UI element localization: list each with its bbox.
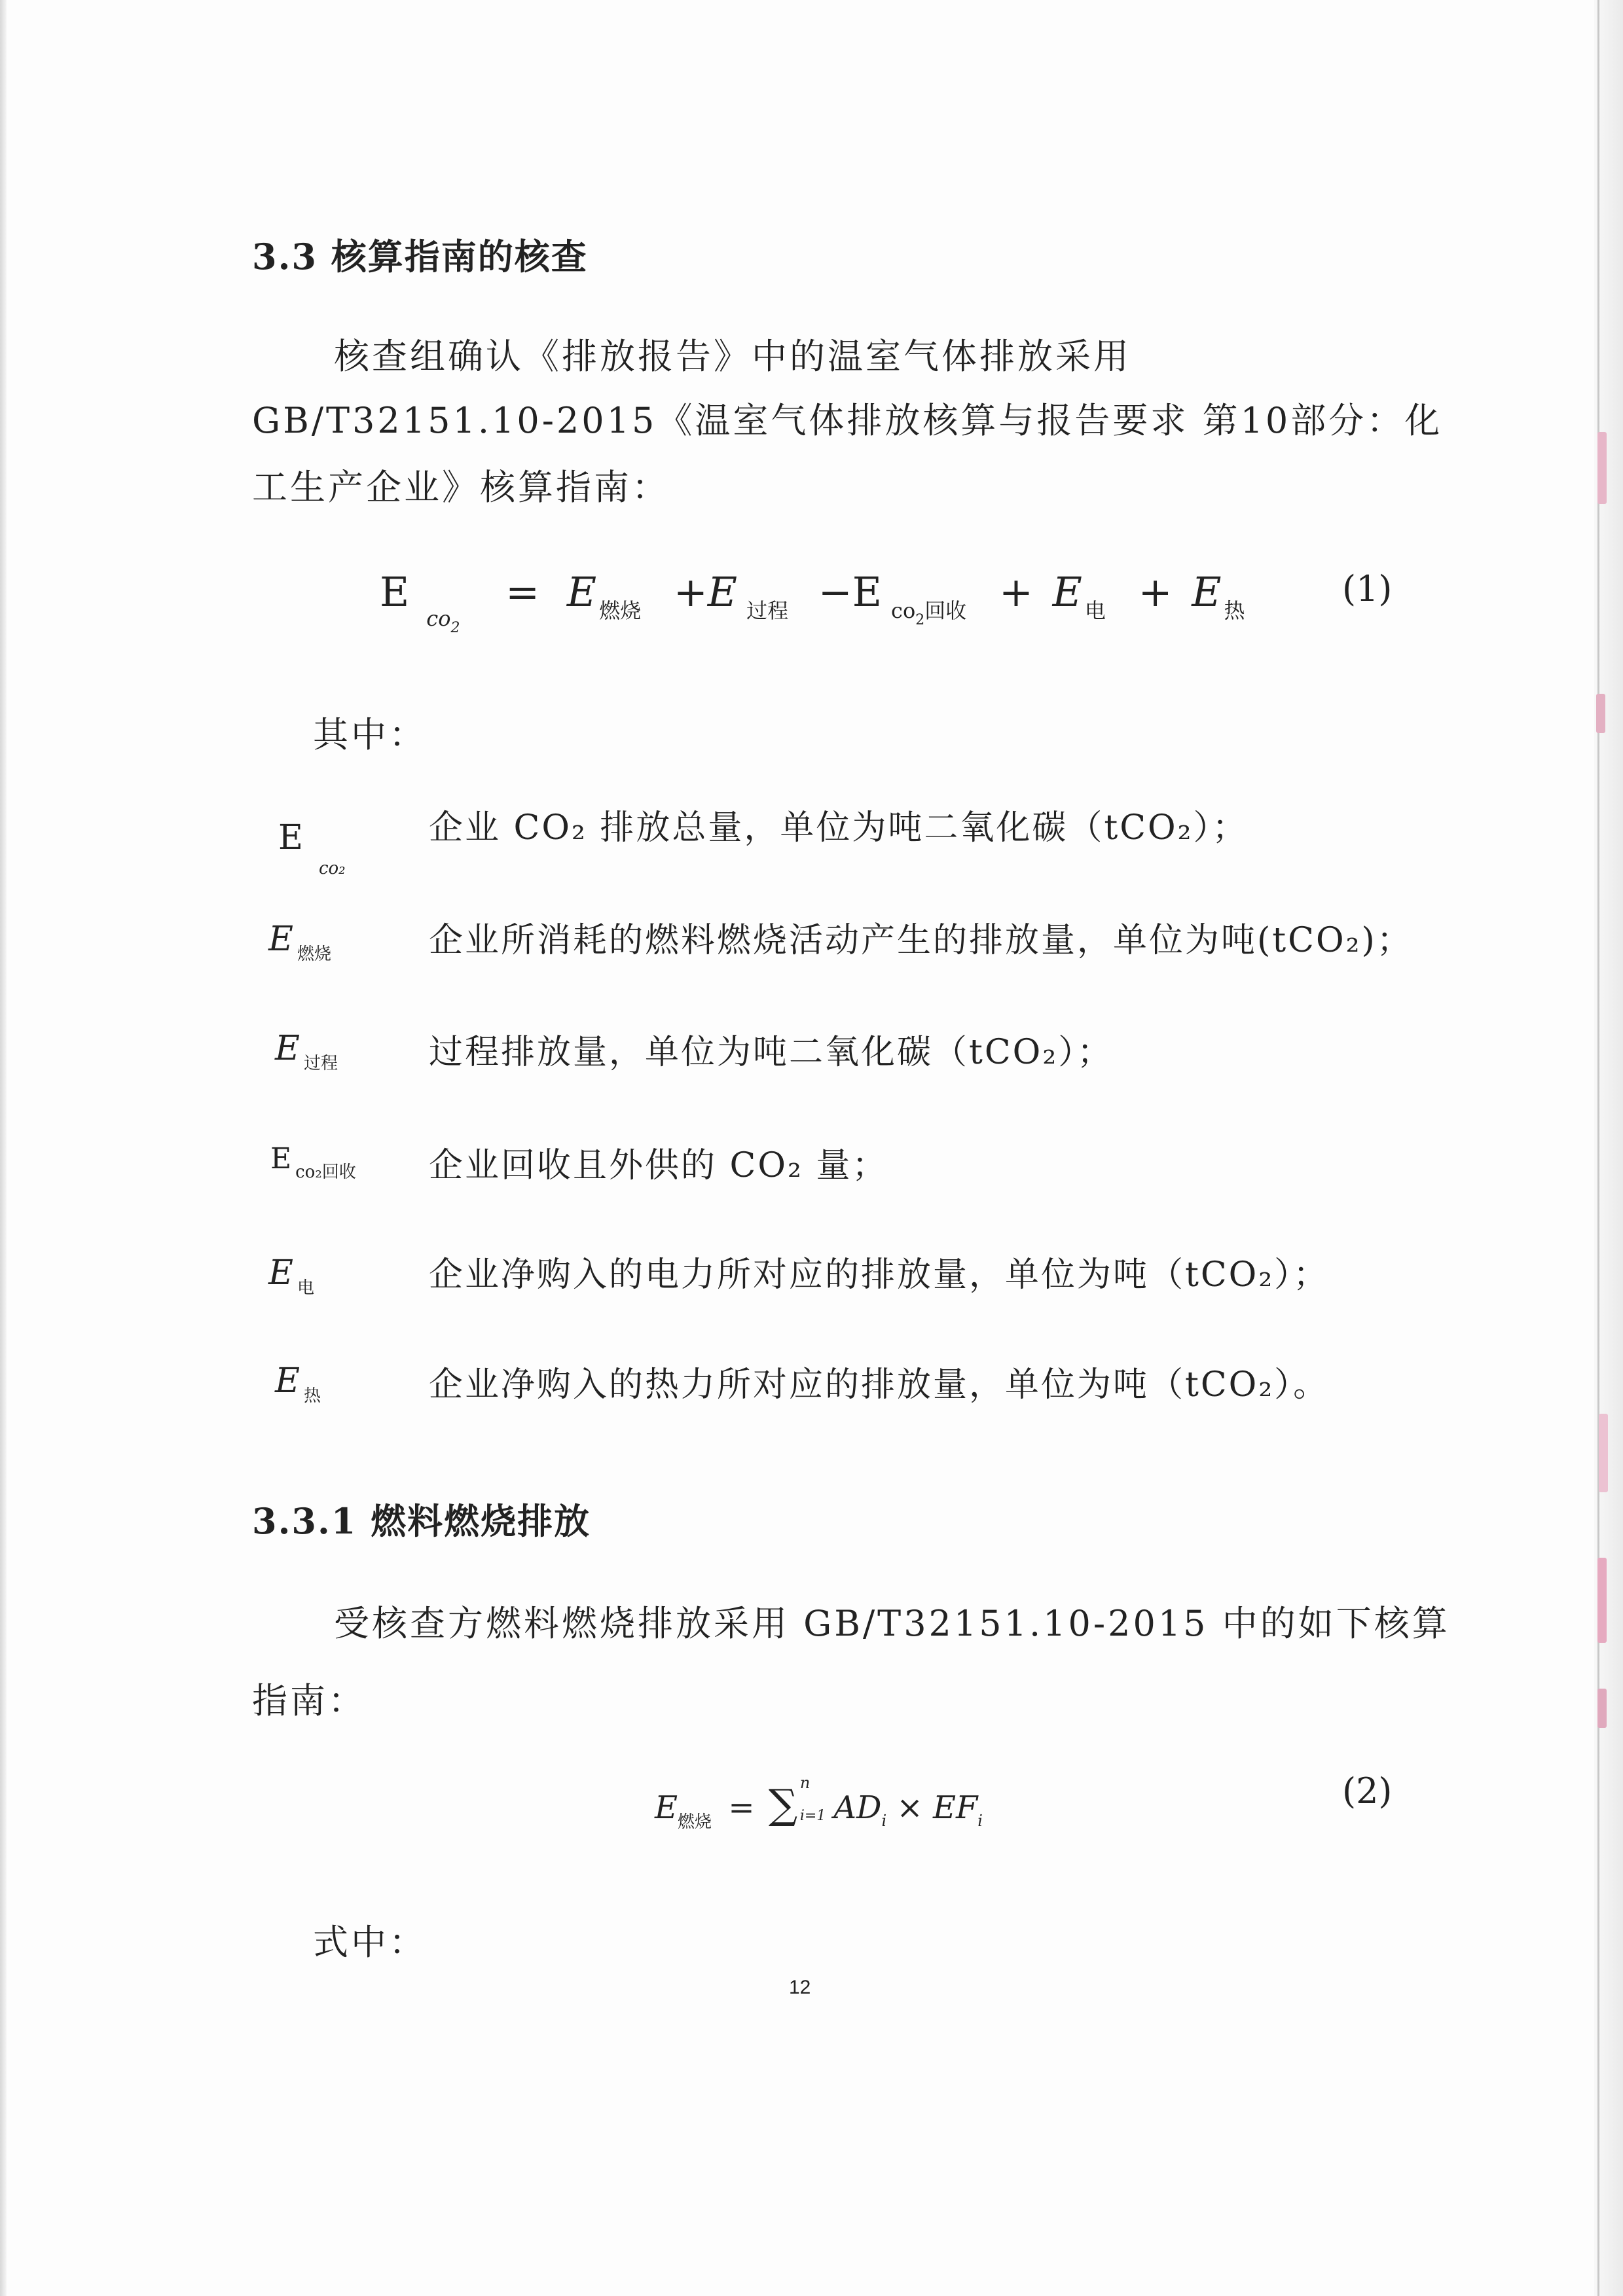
definition-symbol: $E_{co_2}$ <box>278 818 346 878</box>
eq1-e-heat: E <box>1192 568 1222 616</box>
eq1-plus: + <box>998 568 1033 616</box>
paragraph-line: 受核查方燃料燃烧排放采用 GB/T32151.10-2015 中的如下核算 <box>334 1603 1450 1644</box>
section-heading-3-3-1: 3.3.1 燃料燃烧排放 <box>252 1500 591 1542</box>
definition-symbol: E $_{co_2回收}$ <box>270 1142 356 1182</box>
eq1-equals: = <box>505 568 540 616</box>
paragraph-line: 指南： <box>252 1680 366 1721</box>
definition-text: 过程排放量，单位为吨二氧化碳（tCO₂）； <box>429 1033 1114 1072</box>
definition-symbol: E $_电$ <box>268 1253 314 1298</box>
page-number: 12 <box>789 1977 811 1998</box>
eq1-e-proc: E <box>707 568 738 616</box>
definition-symbol: E $_热$ <box>275 1361 321 1406</box>
equation-2-number: (2) <box>1342 1770 1393 1812</box>
equation-2: $E_{燃烧}$ = ∑ n i=1 $AD_i \times EF_i$ <box>655 1774 983 1832</box>
eq1-minus: − <box>818 568 852 616</box>
equation-1-number: (1) <box>1342 568 1393 609</box>
eq1-e-rec: E <box>852 568 883 616</box>
scan-artifact <box>1599 1414 1608 1492</box>
scan-artifact <box>1597 1689 1607 1728</box>
formula-label: 式中： <box>313 1922 427 1963</box>
scan-left-edge <box>0 0 7 2296</box>
definition-text: 企业净购入的电力所对应的排放量，单位为吨（tCO₂）； <box>429 1255 1330 1295</box>
where-label: 其中： <box>313 714 427 755</box>
eq1-plus: + <box>673 568 708 616</box>
definition-symbol: E $_{燃烧}$ <box>268 920 331 964</box>
eq1-e-co2: $E_{co_2}$ <box>380 568 460 636</box>
scan-artifact <box>1597 432 1607 504</box>
eq1-plus: + <box>1138 568 1173 616</box>
paragraph-line: GB/T32151.10-2015《温室气体排放核算与报告要求 第10部分：化 <box>252 400 1443 441</box>
definition-symbol: E $_{过程}$ <box>275 1029 338 1073</box>
definition-text: 企业净购入的热力所对应的排放量，单位为吨（tCO₂）。 <box>429 1365 1330 1405</box>
paragraph-line: 工生产企业》核算指南： <box>252 467 670 508</box>
eq1-e-fuel: E $_{燃烧}$ <box>566 568 642 623</box>
definition-text: 企业 CO₂ 排放总量，单位为吨二氧化碳（tCO₂）； <box>429 808 1249 848</box>
equation-1: $E_{co_2} = E$ $_{燃烧}$ +E $_{过程}$ −E $_{co_2回收}$ + E $_电$ + E $_热$ <box>380 568 1245 636</box>
scan-edge-line <box>1597 0 1599 2296</box>
paragraph-line: 核查组确认《排放报告》中的温室气体排放采用 <box>334 336 1131 377</box>
definition-text: 企业所消耗的燃料燃烧活动产生的排放量，单位为吨(tCO₂)； <box>429 921 1413 960</box>
scan-artifact <box>1597 1558 1607 1643</box>
definition-text: 企业回收且外供的 CO₂ 量； <box>429 1146 888 1185</box>
section-heading-3-3: 3.3 核算指南的核查 <box>252 236 588 278</box>
scan-artifact <box>1596 694 1605 733</box>
eq1-e-elec: E <box>1052 568 1082 616</box>
